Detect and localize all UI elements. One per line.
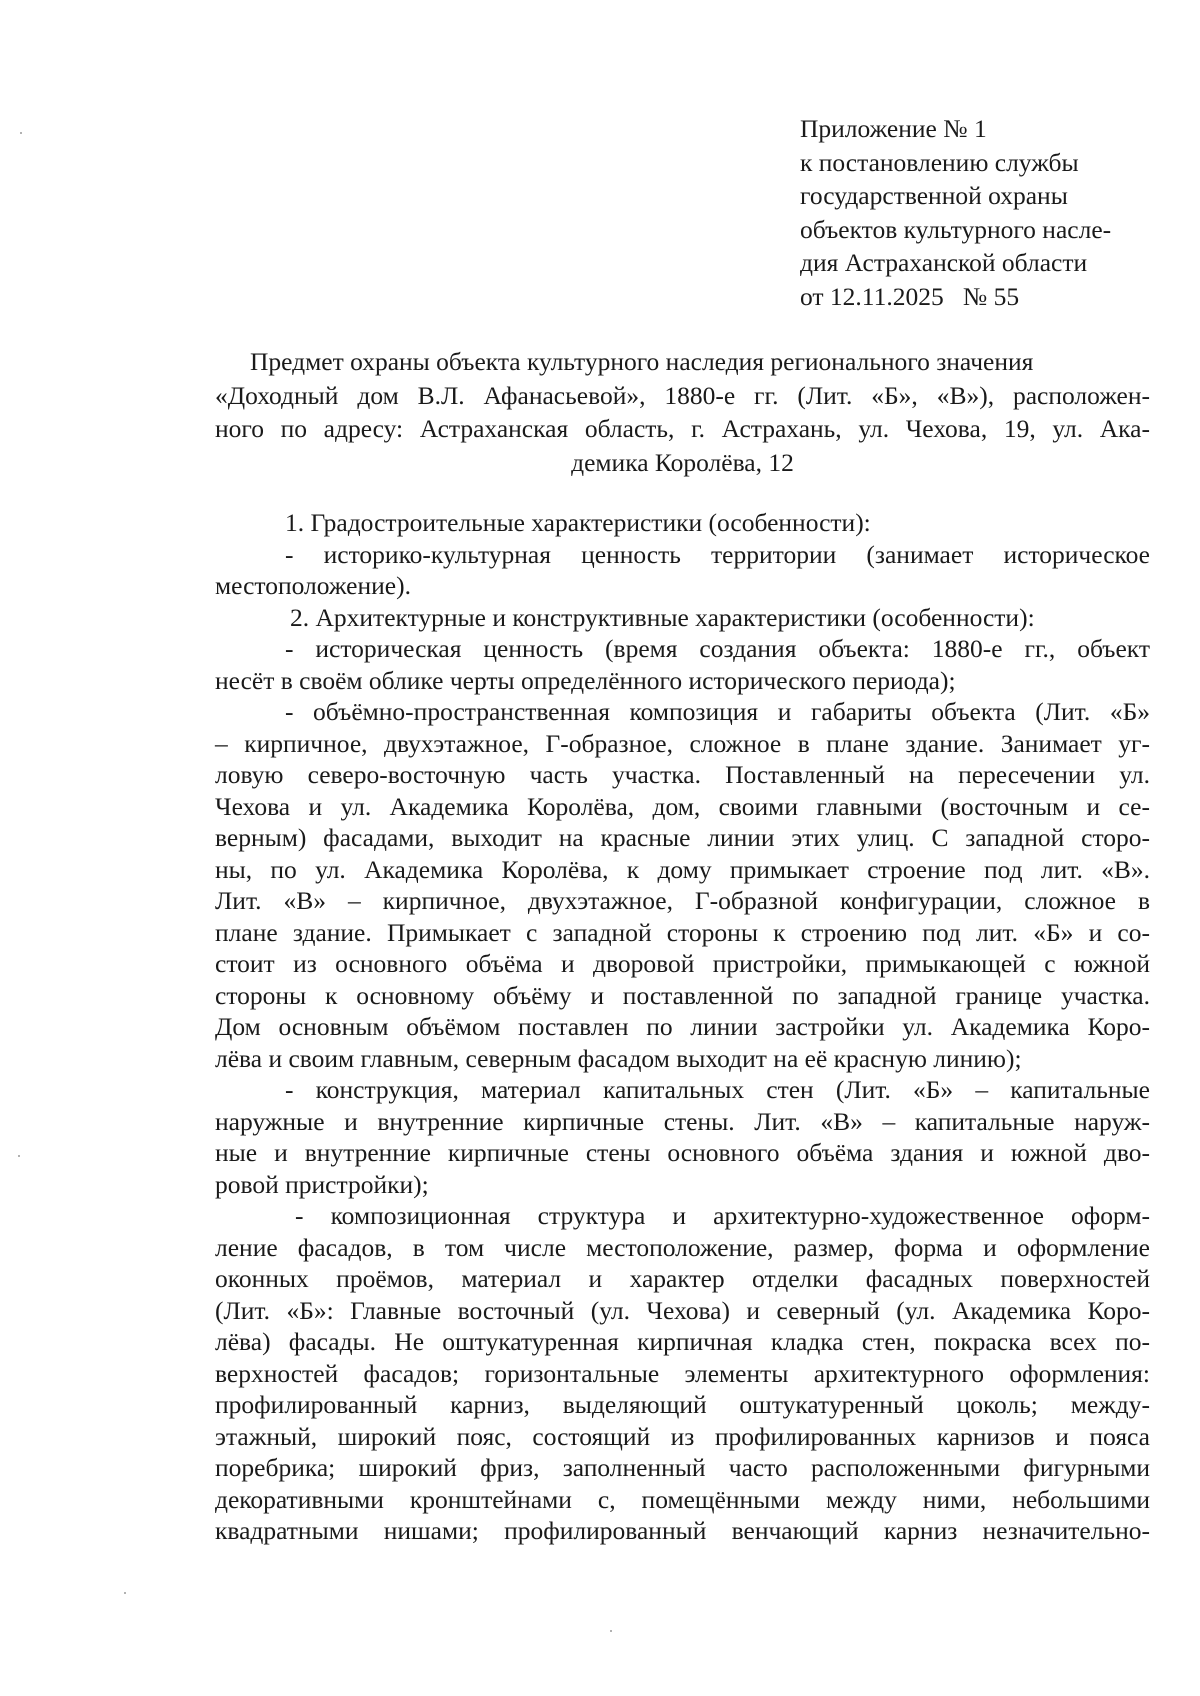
paragraph-line: профилированный карниз, выделяющий оштукатуренный цоколь; между- (215, 1390, 1150, 1419)
document-title (215, 345, 1150, 479)
document-body (215, 507, 1150, 1547)
section-heading: 1. Градостроительные характеристики (особенности): (285, 508, 871, 537)
paragraph-line: верхностей фасадов; горизонтальные элементы архитектурного оформления: (215, 1358, 1150, 1388)
paragraph-line: лёва и своим главным, северным фасадом выходит на её красную линию); (215, 1043, 1022, 1073)
paragraph-line: местоположение). (215, 571, 411, 600)
paragraph-line: стороны к основному объёму и поставленной по западной границе участка. (215, 980, 1150, 1010)
paragraph-line: декоративными кронштейнами с, помещёнными между ними, небольшими (215, 1484, 1150, 1514)
scan-speck (124, 1592, 126, 1594)
paragraph-line: Чехова и ул. Академика Королёва, дом, своими главными (восточным и се- (215, 791, 1150, 821)
paragraph-line: ные и внутренние кирпичные стены основного объёма здания и южной дво- (215, 1138, 1150, 1167)
paragraph-line: - историко-культурная ценность территории (занимает историческое (285, 539, 1150, 569)
appendix-line: к постановлению службы (800, 147, 1079, 177)
paragraph-line: ровой пристройки); (215, 1169, 429, 1199)
paragraph-line: - композиционная структура и архитектурно-художественное оформ- (295, 1201, 1150, 1230)
paragraph-line: Лит. «В» – кирпичное, двухэтажное, Г-образной конфигурации, сложное в (215, 886, 1150, 915)
paragraph-line: - историческая ценность (время создания объекта: 1880-е гг., объект (285, 634, 1150, 663)
appendix-line: Приложение № 1 (800, 114, 987, 143)
paragraph-line: плане здание. Примыкает с западной стороны к строению под лит. «Б» и со- (215, 917, 1150, 947)
title-line: демика Королёва, 12 (571, 447, 794, 477)
title-line: «Доходный дом В.Л. Афанасьевой», 1880-е гг. (Лит. «Б», «В»), расположен- (215, 380, 1150, 410)
scan-speck (20, 132, 22, 134)
paragraph-line: стоит из основного объёма и дворовой пристройки, примыкающей с южной (215, 949, 1150, 978)
paragraph-line: ловую северо-восточную часть участка. Поставленный на пересечении ул. (215, 760, 1150, 789)
title-line: ного по адресу: Астраханская область, г. Астрахань, ул. Чехова, 19, ул. Ака- (215, 414, 1150, 443)
scan-speck (18, 1155, 20, 1157)
scan-speck (610, 1630, 612, 1632)
section-heading: 2. Архитектурные и конструктивные характеристики (особенности): (290, 602, 1035, 632)
paragraph-line: поребрика; широкий фриз, заполненный часто расположенными фигурными (215, 1453, 1150, 1482)
appendix-line: государственной охраны (800, 181, 1068, 210)
section-1 (215, 507, 1150, 602)
appendix-header (800, 112, 1180, 313)
section-2 (215, 602, 1150, 1547)
paragraph-line: квадратными нишами; профилированный венчающий карниз незначительно- (215, 1516, 1150, 1545)
paragraph-line: лёва) фасады. Не оштукатуренная кирпичная кладка стен, покраска всех по- (215, 1327, 1150, 1356)
paragraph-line: – кирпичное, двухэтажное, Г-образное, сложное в плане здание. Занимает уг- (215, 728, 1150, 758)
appendix-line: объектов культурного насле- (800, 214, 1112, 244)
title-line: Предмет охраны объекта культурного наследия регионального значения (250, 347, 1034, 376)
appendix-line: дия Астраханской области (800, 248, 1088, 277)
paragraph-line: - конструкция, материал капитальных стен (Лит. «Б» – капитальные (285, 1075, 1150, 1104)
paragraph-line: ны, по ул. Академика Королёва, к дому примыкает строение под лит. «В». (215, 854, 1150, 884)
paragraph-line: - объёмно-пространственная композиция и габариты объекта (Лит. «Б» (285, 697, 1150, 726)
paragraph-line: несёт в своём облике черты определённого исторического периода); (215, 665, 956, 695)
paragraph-line: Дом основным объёмом поставлен по линии застройки ул. Академика Коро- (215, 1012, 1150, 1041)
paragraph-line: наружные и внутренние кирпичные стены. Лит. «В» – капитальные наруж- (215, 1106, 1150, 1136)
paragraph-line: оконных проёмов, материал и характер отделки фасадных поверхностей (215, 1264, 1150, 1293)
paragraph-line: ление фасадов, в том числе местоположение, размер, форма и оформление (215, 1232, 1150, 1262)
paragraph-line: (Лит. «Б»: Главные восточный (ул. Чехова) и северный (ул. Академика Коро- (215, 1295, 1150, 1325)
paragraph-line: верным) фасадами, выходит на красные линии этих улиц. С западной сторо- (215, 823, 1150, 852)
appendix-line: от 12.11.2025 № 55 (800, 281, 1020, 311)
paragraph-line: этажный, широкий пояс, состоящий из профилированных карнизов и пояса (215, 1421, 1150, 1451)
